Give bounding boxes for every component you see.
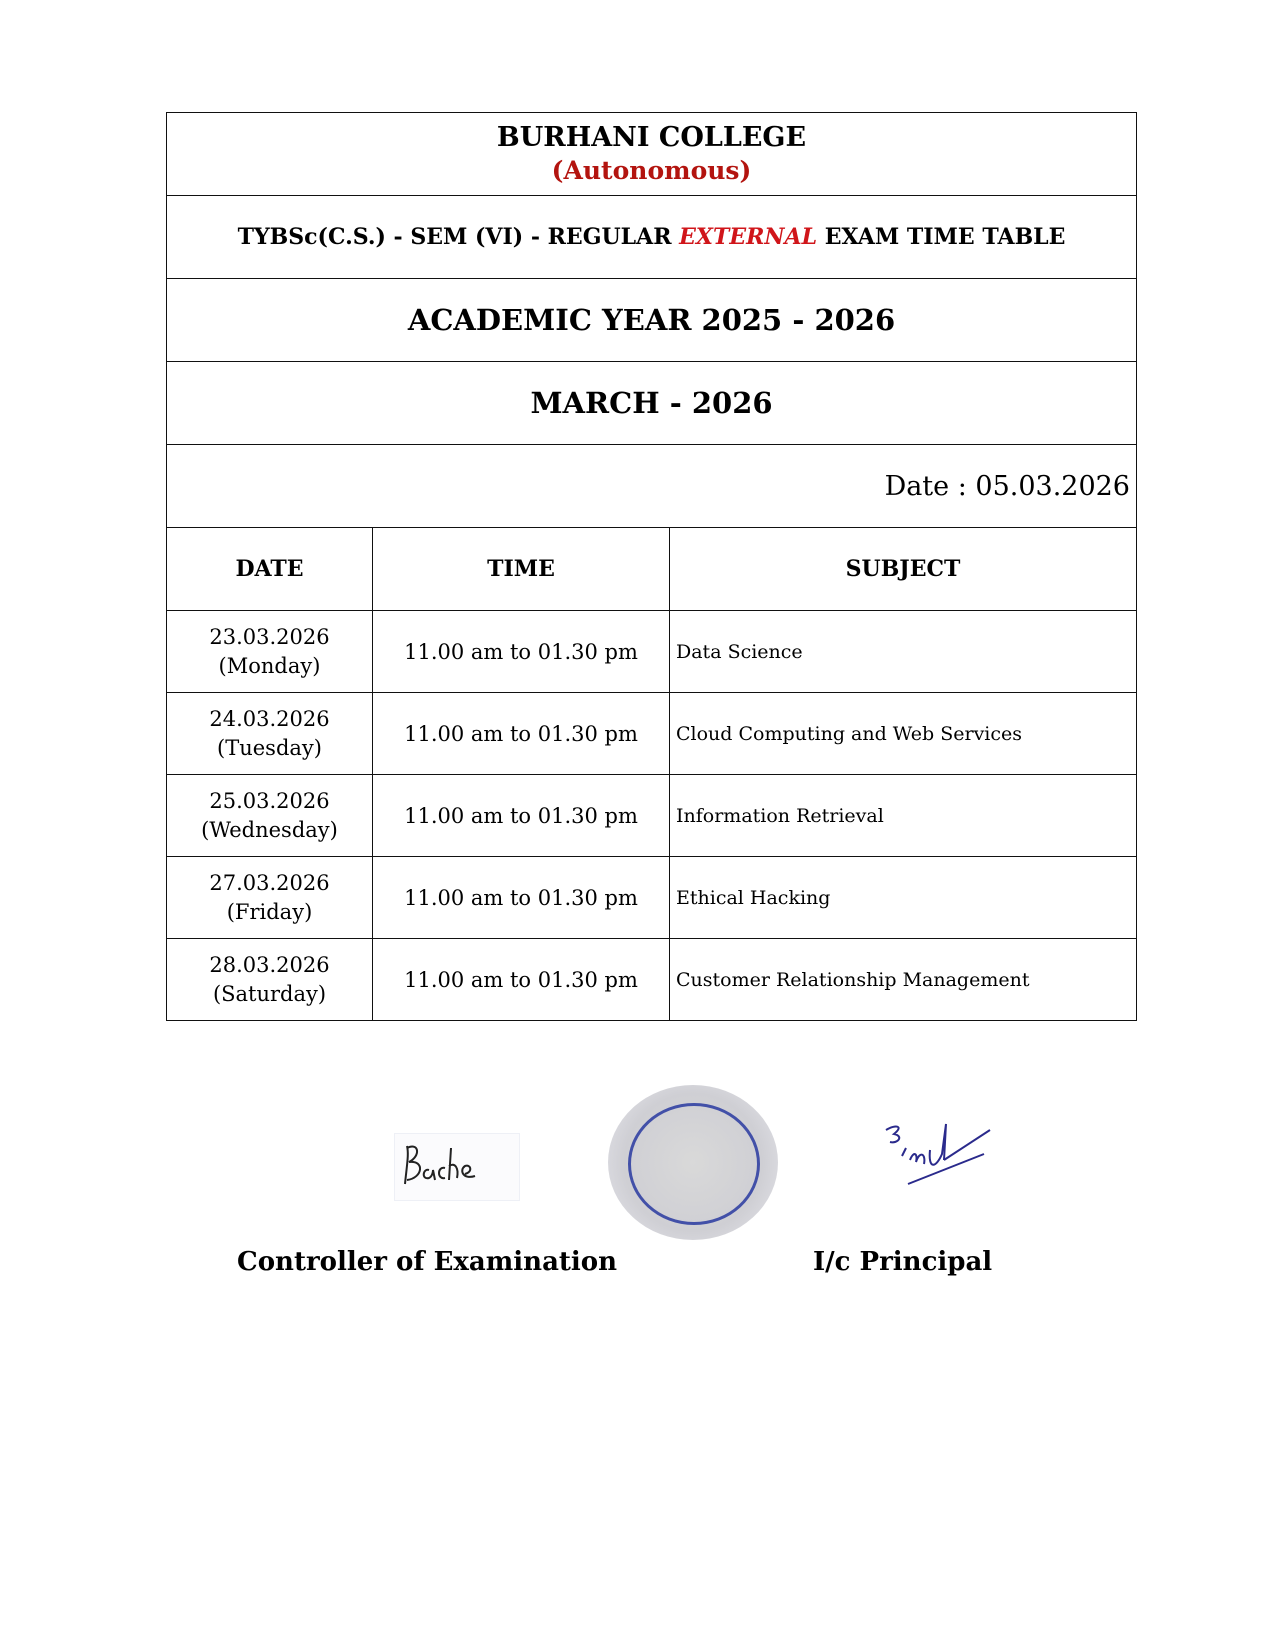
subtitle-prefix: TYBSc(C.S.) - SEM (VI) - REGULAR bbox=[237, 224, 680, 250]
college-seal bbox=[608, 1085, 778, 1240]
column-header-time: TIME bbox=[373, 528, 670, 611]
issue-date: Date : 05.03.2026 bbox=[167, 445, 1137, 528]
table-row bbox=[167, 775, 1137, 857]
exam-time: 11.00 am to 01.30 pm bbox=[373, 611, 670, 693]
signature-section bbox=[0, 1070, 1275, 1277]
table-row bbox=[167, 693, 1137, 775]
controller-role-label: Controller of Examination bbox=[237, 1247, 618, 1277]
controller-signature bbox=[394, 1133, 520, 1201]
exam-subject: Customer Relationship Management bbox=[670, 939, 1137, 1021]
exam-date: 27.03.2026 (Friday) bbox=[167, 857, 373, 939]
exam-time: 11.00 am to 01.30 pm bbox=[373, 693, 670, 775]
exam-subject: Ethical Hacking bbox=[670, 857, 1137, 939]
signature-icon bbox=[395, 1134, 519, 1200]
college-header bbox=[167, 113, 1137, 196]
college-status: (Autonomous) bbox=[551, 156, 752, 185]
table-row bbox=[167, 857, 1137, 939]
principal-role-label: I/c Principal bbox=[813, 1247, 993, 1277]
exam-date: 24.03.2026 (Tuesday) bbox=[167, 693, 373, 775]
exam-time: 11.00 am to 01.30 pm bbox=[373, 939, 670, 1021]
principal-signature bbox=[880, 1110, 1000, 1195]
table-row bbox=[167, 939, 1137, 1021]
exam-subject: Data Science bbox=[670, 611, 1137, 693]
exam-month: MARCH - 2026 bbox=[167, 362, 1137, 445]
column-header-date: DATE bbox=[167, 528, 373, 611]
college-name: BURHANI COLLEGE bbox=[496, 122, 807, 153]
exam-date: 23.03.2026 (Monday) bbox=[167, 611, 373, 693]
exam-date: 25.03.2026 (Wednesday) bbox=[167, 775, 373, 857]
exam-date: 28.03.2026 (Saturday) bbox=[167, 939, 373, 1021]
seal-emblem-icon bbox=[628, 1103, 760, 1225]
exam-time: 11.00 am to 01.30 pm bbox=[373, 857, 670, 939]
exam-subject: Information Retrieval bbox=[670, 775, 1137, 857]
academic-year: ACADEMIC YEAR 2025 - 2026 bbox=[167, 279, 1137, 362]
subtitle-highlight: EXTERNAL bbox=[679, 224, 818, 250]
exam-subtitle bbox=[167, 196, 1137, 279]
signature-icon bbox=[880, 1110, 1000, 1195]
timetable-document bbox=[166, 112, 1137, 1021]
column-header-subject: SUBJECT bbox=[670, 528, 1137, 611]
exam-subject: Cloud Computing and Web Services bbox=[670, 693, 1137, 775]
exam-time: 11.00 am to 01.30 pm bbox=[373, 775, 670, 857]
table-row bbox=[167, 611, 1137, 693]
subtitle-suffix: EXAM TIME TABLE bbox=[824, 224, 1066, 250]
